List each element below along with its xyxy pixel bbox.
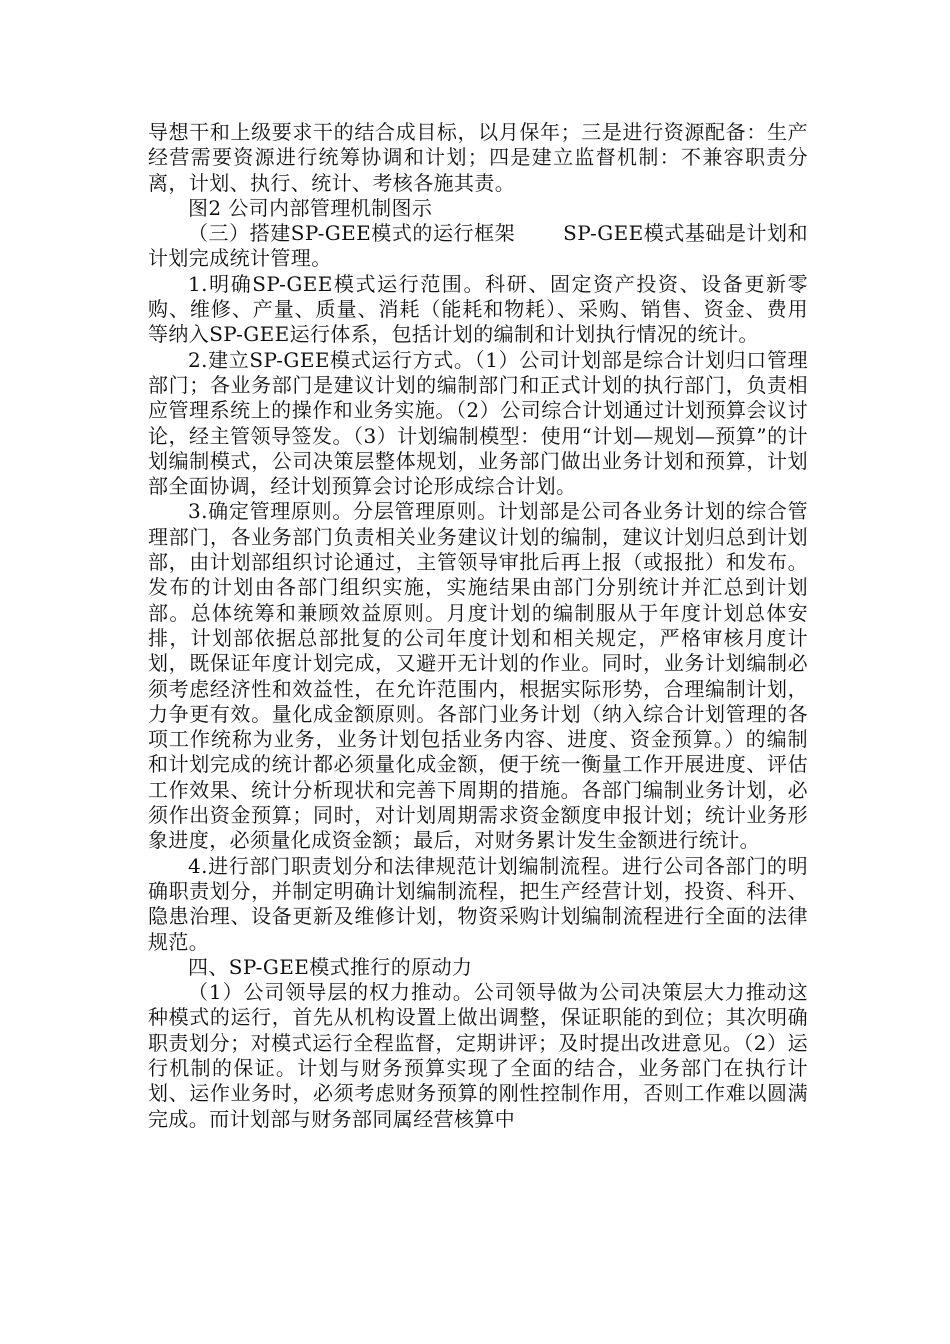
- paragraph-item-2: 2.建立SP-GEE模式运行方式。（1）公司计划部是综合计划归口管理部门；各业务部门是建议计划的编制部门和正式计划的执行部门，负责相应管理系统上的操作和业务实施。（2）公司综合计划通过计划预算会议讨论，经主管领导签发。（3）计划编制模型：使用“计划—规划—预算”的计划编制模式，公司决策层整体规划，业务部门做出业务计划和预算，计划部全面协调，经计划预算会讨论形成综合计划。: [148, 347, 808, 499]
- paragraph-driving-force: （1）公司领导层的权力推动。公司领导做为公司决策层大力推动这种模式的运行，首先从机构设置上做出调整，保证职能的到位；其次明确职责划分；对模式运行全程监督，定期讲评；及时提出改进意见。（2）运行机制的保证。计划与财务预算实现了全面的结合，业务部门在执行计划、运作业务时，必须考虑财务预算的刚性控制作用，否则工作难以圆满完成。而计划部与财务部同属经营核算中: [148, 980, 808, 1131]
- paragraph-item-1: 1.明确SP-GEE模式运行范围。科研、固定资产投资、设备更新零购、维修、产量、质量、消耗（能耗和物耗）、采购、销售、资金、费用等纳入SP-GEE运行体系，包括计划的编制和计划执行情况的统计。: [148, 271, 808, 347]
- document-page: [148, 120, 808, 1132]
- section-heading-4: 四、SP-GEE模式推行的原动力: [188, 954, 473, 979]
- section-heading-3: （三）搭建SP-GEE模式的运行框架 SP-GEE模式基础是计划和计划完成统计管理。: [148, 221, 808, 271]
- paragraph-item-3: 3.确定管理原则。分层管理原则。计划部是公司各业务计划的综合管理部门，各业务部门负责相关业务建议计划的编制，建议计划归总到计划部，由计划部组织讨论通过，主管领导审批后再上报（或报批）和发布。发布的计划由各部门组织实施，实施结果由部门分别统计并汇总到计划部。总体统筹和兼顾效益原则。月度计划的编制服从于年度计划总体安排，计划部依据总部批复的公司年度计划和相关规定，严格审核月度计划，既保证年度计划完成，又避开无计划的作业。同时，业务计划编制必须考虑经济性和效益性，在允许范围内，根据实际形势，合理编制计划，力争更有效。量化成金额原则。各部门业务计划（纳入综合计划管理的各项工作统称为业务，业务计划包括业务内容、进度、资金预算。）的编制和计划完成的统计都必须量化成金额，便于统一衡量工作开展进度、评估工作效果、统计分析现状和完善下周期的措施。各部门编制业务计划，必须作出资金预算；同时，对计划周期需求资金额度申报计划；统计业务形象进度，必须量化成资金额；最后，对财务累计发生金额进行统计。: [148, 499, 808, 853]
- paragraph-continuation: 导想干和上级要求干的结合成目标，以月保年；三是进行资源配备：生产经营需要资源进行统筹协调和计划；四是建立监督机制：不兼容职责分离，计划、执行、统计、考核各施其责。: [148, 120, 808, 195]
- paragraph-item-4: 4.进行部门职责划分和法律规范计划编制流程。进行公司各部门的明确职责划分，并制定明确计划编制流程，把生产经营计划，投资、科开、隐患治理、设备更新及维修计划，物资采购计划编制流程进行全面的法律规范。: [148, 853, 808, 954]
- figure-caption: 图2 公司内部管理机制图示: [188, 195, 433, 220]
